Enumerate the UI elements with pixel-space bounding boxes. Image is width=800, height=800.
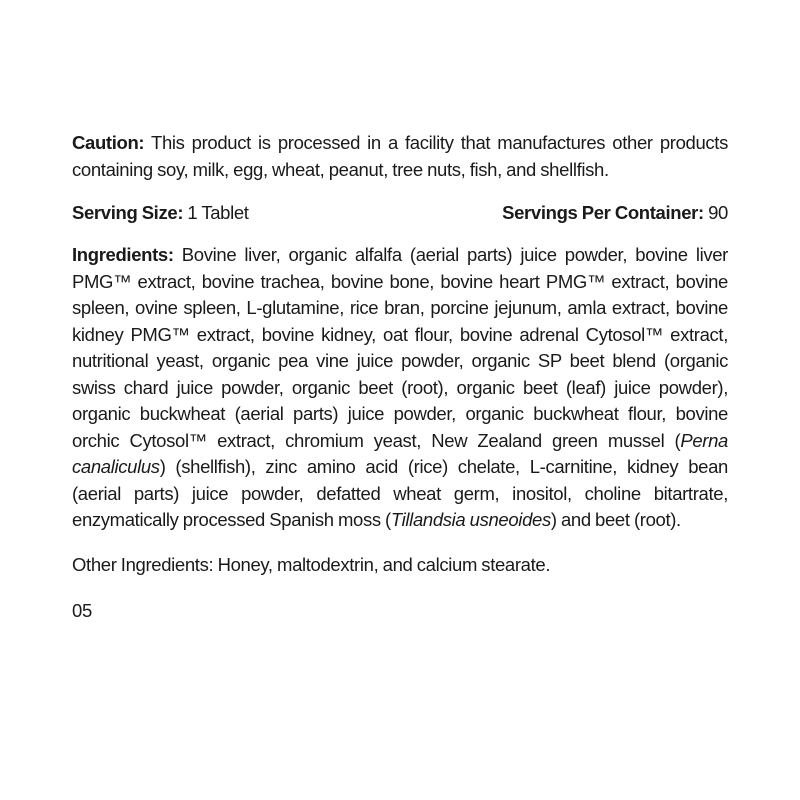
caution-label: Caution:	[72, 132, 145, 153]
ingredients-latin-name-1: Perna canaliculus	[72, 429, 728, 477]
serving-size	[72, 200, 249, 226]
caution-statement	[72, 130, 728, 183]
ingredients-text-part-2: ) (shellfish), zinc amino acid (rice) chelate, L-carnitine, kidney bean (aerial parts) juice powder, defatted wheat germ, inositol, choline bitartrate, enzymatically processed Spanish moss (	[72, 456, 728, 530]
serving-info-row	[72, 200, 728, 226]
other-ingredients: Other Ingredients: Honey, maltodextrin, and calcium stearate.	[72, 553, 551, 575]
servings-per-container-value: 90	[703, 202, 728, 223]
serving-size-label: Serving Size:	[72, 202, 184, 223]
ingredients-list	[72, 242, 728, 534]
caution-text: This product is processed in a facility that manufactures other products containing soy, milk, egg, wheat, peanut, tree nuts, fish, and shellfish.	[72, 132, 728, 180]
servings-per-container-label: Servings Per Container:	[502, 202, 704, 223]
supplement-label-panel	[72, 130, 728, 624]
ingredients-label: Ingredients:	[72, 244, 174, 265]
lot-code: 05	[72, 600, 92, 621]
ingredients-text-part-3: ) and beet (root).	[550, 509, 681, 530]
ingredients-latin-name-2: Tillandsia usneoides	[390, 509, 551, 530]
servings-per-container	[502, 200, 728, 226]
serving-size-value: 1 Tablet	[183, 202, 249, 223]
ingredients-text-part-1: Bovine liver, organic alfalfa (aerial parts) juice powder, bovine liver PMG™ extract, bovine trachea, bovine bone, bovine heart PMG™ extract, bovine spleen, ovine spleen, L-glutamine, rice bran, porcine jejunum, amla extract, bovine kidney PMG™ extract, bovine kidney, oat flour, bovine adrenal Cytosol™ extract, nutritional yeast, organic pea vine juice powder, organic SP beet blend (organic swiss chard juice powder, organic beet (root), organic beet (leaf) juice powder), organic buckwheat (aerial parts) juice powder, organic buckwheat flour, bovine orchic Cytosol™ extract, chromium yeast, New Zealand green mussel (	[72, 244, 728, 451]
